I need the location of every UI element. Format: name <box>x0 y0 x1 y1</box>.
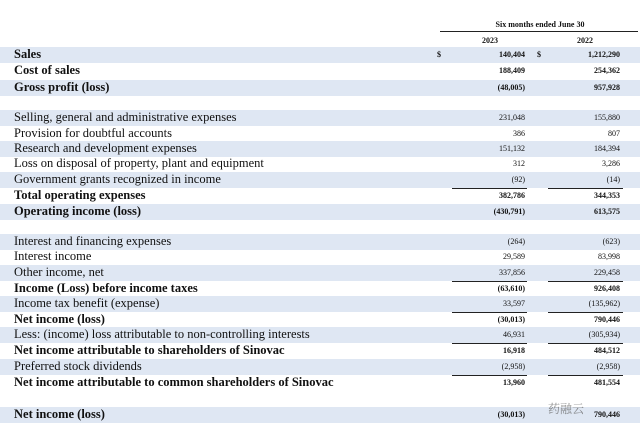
period-header: Six months ended June 30 <box>495 20 585 29</box>
row-label: Net income (loss) <box>14 312 105 326</box>
row-government-grants <box>0 172 640 188</box>
row-operating-income <box>0 204 640 220</box>
value-2022: 344,353 <box>594 191 620 200</box>
row-label: Net income attributable to shareholders of Sinovac <box>14 343 285 357</box>
row-label: Preferred stock dividends <box>14 359 142 373</box>
row-net-income-common <box>0 375 640 391</box>
row-doubtful-accounts <box>0 126 640 142</box>
year-2022-header: 2022 <box>577 36 593 45</box>
row-other-income <box>0 265 640 281</box>
value-2023: 29,589 <box>503 252 525 261</box>
row-label: Interest income <box>14 249 92 263</box>
row-label: Sales <box>14 47 42 61</box>
value-2022: (14) <box>606 175 620 184</box>
row-income-before-taxes <box>0 281 640 297</box>
row-label: Operating income (loss) <box>14 204 142 218</box>
value-2023: (2,958) <box>501 362 525 371</box>
value-2023: 13,960 <box>503 378 525 387</box>
value-2023: (63,610) <box>497 284 525 293</box>
row-label: Research and development expenses <box>14 141 197 155</box>
value-2022: 790,446 <box>594 410 620 419</box>
row-rnd <box>0 141 640 157</box>
value-2023: 312 <box>513 159 525 168</box>
value-2022: (623) <box>602 237 620 246</box>
currency-symbol: $ <box>437 50 441 59</box>
value-2023: (92) <box>511 175 525 184</box>
row-label: Provision for doubtful accounts <box>14 126 172 140</box>
value-2023: 16,918 <box>503 346 525 355</box>
value-2023: 140,404 <box>499 50 525 59</box>
row-label: Cost of sales <box>14 63 80 77</box>
row-non-controlling-interests <box>0 327 640 343</box>
row-label: Government grants recognized in income <box>14 172 221 186</box>
value-2022: 957,928 <box>594 83 620 92</box>
value-2023: 231,048 <box>499 113 525 122</box>
value-2022: 807 <box>608 129 620 138</box>
row-label: Less: (income) loss attributable to non-controlling interests <box>14 327 310 341</box>
value-2023: 33,597 <box>503 299 525 308</box>
row-label: Loss on disposal of property, plant and equipment <box>14 156 264 170</box>
row-label: Gross profit (loss) <box>14 80 110 94</box>
value-2023: (430,791) <box>493 207 525 216</box>
value-2022: (135,962) <box>588 299 620 308</box>
value-2023: (30,013) <box>497 410 525 419</box>
value-2022: (305,934) <box>588 330 620 339</box>
value-2022: 83,998 <box>598 252 620 261</box>
row-label: Net income (loss) <box>14 407 105 421</box>
value-2023: 337,856 <box>499 268 525 277</box>
row-label: Other income, net <box>14 265 104 279</box>
value-2022: 155,880 <box>594 113 620 122</box>
row-total-operating-expenses <box>0 188 640 204</box>
value-2023: (48,005) <box>497 83 525 92</box>
row-cost-of-sales <box>0 63 640 79</box>
value-2022: 481,554 <box>594 378 620 387</box>
row-label: Total operating expenses <box>14 188 146 202</box>
row-label: Net income attributable to common shareholders of Sinovac <box>14 375 334 389</box>
value-2022: 1,212,290 <box>588 50 620 59</box>
value-2022: 926,408 <box>594 284 620 293</box>
value-2023: 46,931 <box>503 330 525 339</box>
row-net-income-sinovac <box>0 343 640 359</box>
value-2023: (264) <box>507 237 525 246</box>
value-2023: 151,132 <box>499 144 525 153</box>
value-2022: 484,512 <box>594 346 620 355</box>
value-2023: 382,786 <box>499 191 525 200</box>
row-net-income <box>0 312 640 328</box>
value-2022: 229,458 <box>594 268 620 277</box>
watermark-logo: 药融云 <box>548 402 585 416</box>
row-gross-profit <box>0 80 640 96</box>
row-preferred-dividends <box>0 359 640 375</box>
value-2022: 790,446 <box>594 315 620 324</box>
row-label: Selling, general and administrative expenses <box>14 110 237 124</box>
row-label: Income (Loss) before income taxes <box>14 281 198 295</box>
value-2023: 386 <box>513 129 525 138</box>
value-2022: (2,958) <box>596 362 620 371</box>
header-rule <box>440 31 638 32</box>
row-sga <box>0 110 640 126</box>
row-sales <box>0 47 640 63</box>
row-net-income-bottom <box>0 407 640 423</box>
row-loss-disposal <box>0 156 640 172</box>
value-2022: 613,575 <box>594 207 620 216</box>
value-2023: (30,013) <box>497 315 525 324</box>
value-2023: 188,409 <box>499 66 525 75</box>
value-2022: 184,394 <box>594 144 620 153</box>
row-interest-income <box>0 249 640 265</box>
year-2023-header: 2023 <box>482 36 498 45</box>
row-label: Income tax benefit (expense) <box>14 296 160 310</box>
row-interest-financing <box>0 234 640 250</box>
value-2022: 254,362 <box>594 66 620 75</box>
row-label: Interest and financing expenses <box>14 234 172 248</box>
currency-symbol: $ <box>537 50 541 59</box>
value-2022: 3,286 <box>602 159 620 168</box>
row-income-tax <box>0 296 640 312</box>
